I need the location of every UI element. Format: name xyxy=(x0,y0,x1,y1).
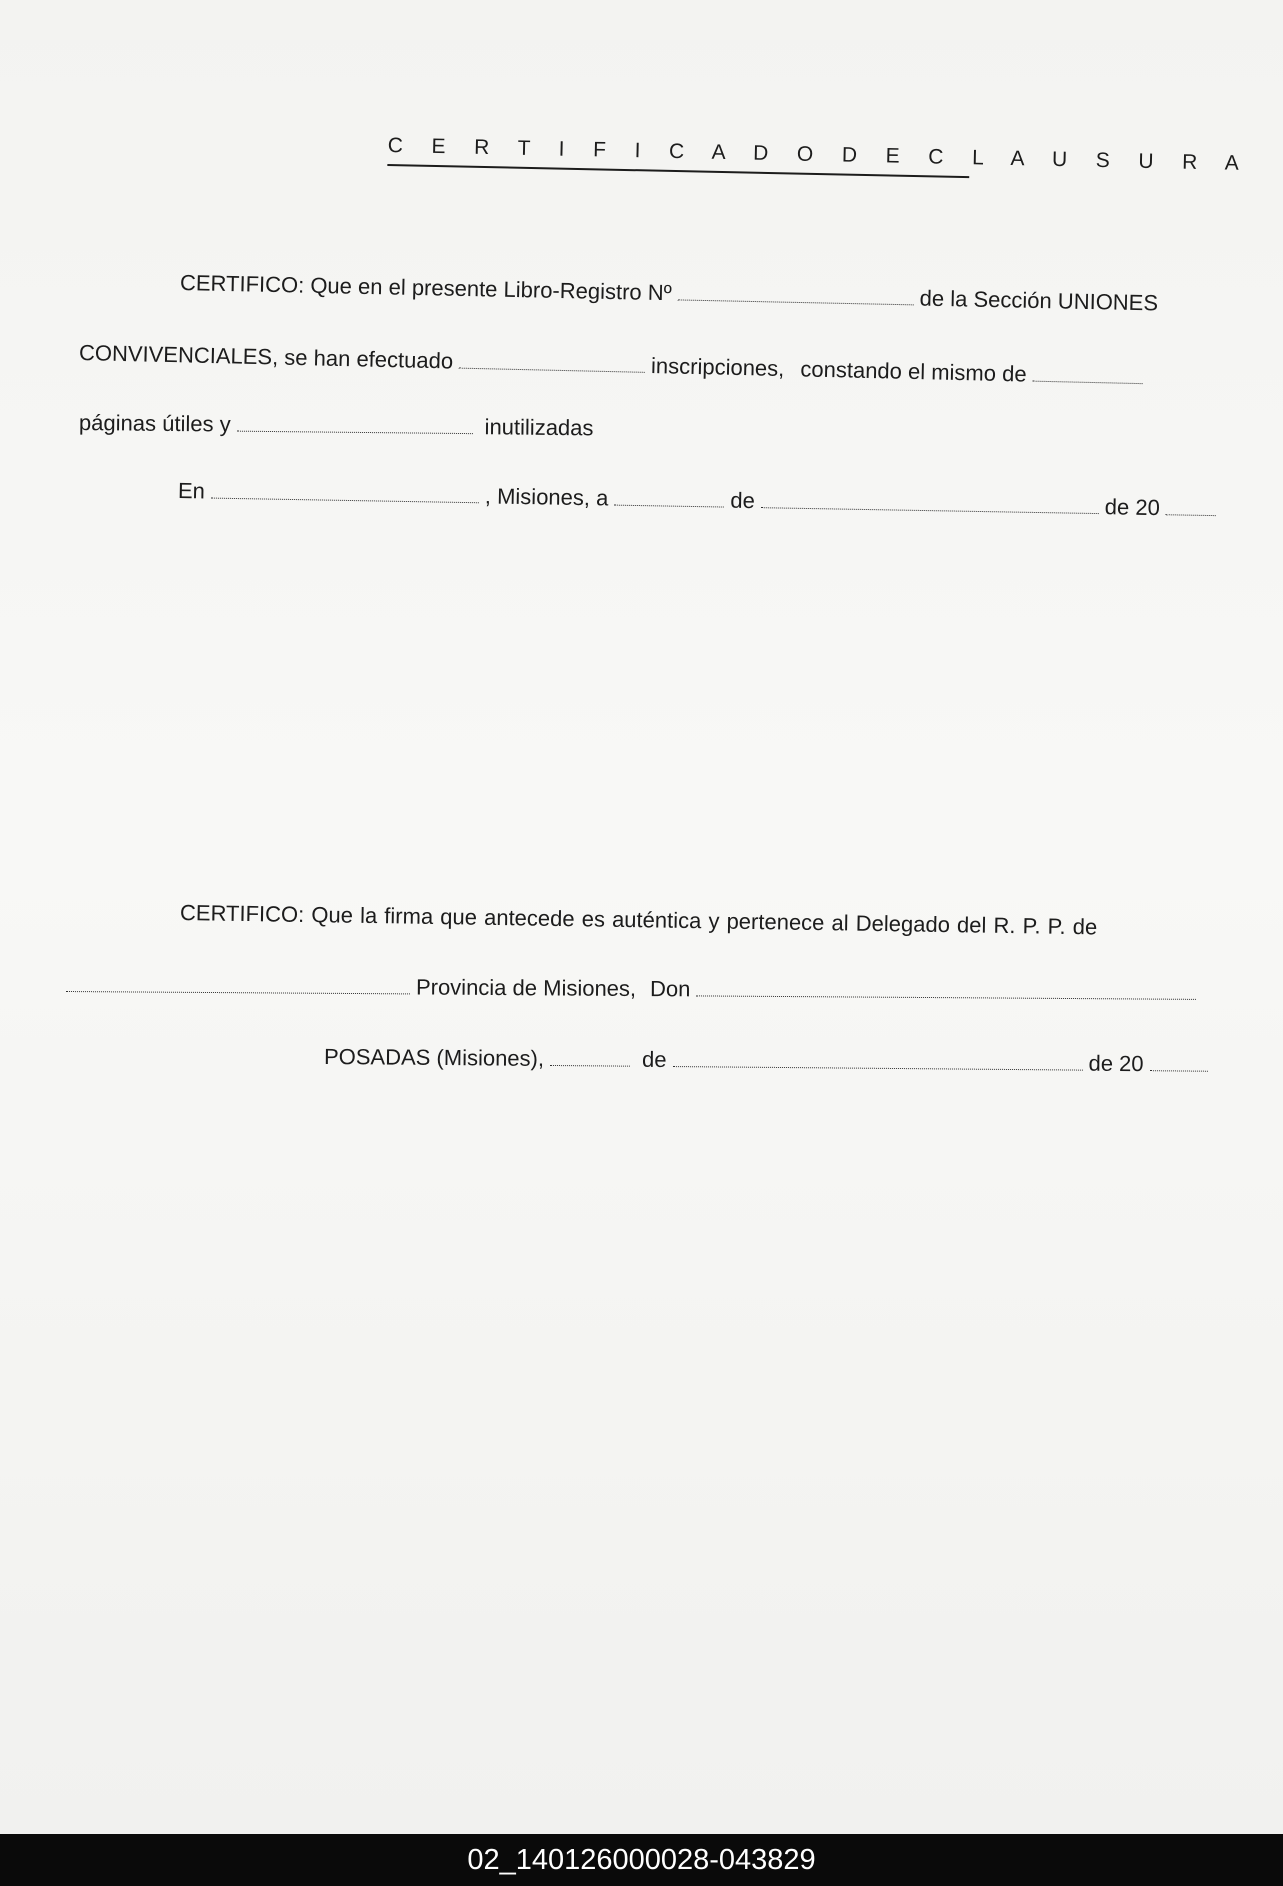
certifico-firma-line-2 xyxy=(66,972,1203,1006)
document-title: C E R T I F I C A D O D E C L A U S U R A xyxy=(387,134,970,178)
certifico-line-3 xyxy=(79,410,594,441)
date1-misiones-label: , Misiones, a xyxy=(484,483,609,511)
certifico-line-1 xyxy=(180,270,1159,316)
date2-posadas-label: POSADAS (Misiones), xyxy=(323,1044,545,1071)
delegado-nombre-field[interactable] xyxy=(696,981,1196,999)
certifico-text-2a: CONVIVENCIALES, se han efectuado xyxy=(78,340,454,374)
delegacion-field[interactable] xyxy=(66,977,410,994)
paginas-utiles-count-field[interactable] xyxy=(1032,367,1142,384)
date-line-1 xyxy=(178,478,1222,522)
certifico-text-1a: CERTIFICO: Que en el presente Libro-Registro Nº xyxy=(179,270,672,306)
certifico-line-2 xyxy=(79,340,1149,390)
scan-id-text: 02_140126000028-043829 xyxy=(467,1844,816,1876)
certifico-text-2c: constando el mismo de xyxy=(800,356,1027,387)
date1-de-label: de xyxy=(730,487,756,514)
certifico-firma-text-2a: Provincia de Misiones, xyxy=(415,974,637,1001)
date2-mes-field[interactable] xyxy=(672,1052,1082,1071)
certifico-text-2b: inscripciones, xyxy=(650,352,785,382)
date1-mes-field[interactable] xyxy=(761,493,1099,514)
date1-en-label: En xyxy=(177,478,206,504)
certifico-text-3a: páginas útiles y xyxy=(78,410,231,437)
certifico-text-3b: inutilizadas xyxy=(484,414,594,441)
date2-de-label: de xyxy=(641,1046,667,1072)
libro-numero-field[interactable] xyxy=(678,285,914,305)
scan-id-footer xyxy=(0,1834,1283,1886)
certifico-text-1b: de la Sección UNIONES xyxy=(919,285,1159,316)
certifico-firma-line-1 xyxy=(180,900,1098,940)
date2-anio-label: de 20 xyxy=(1088,1050,1144,1077)
paginas-inutilizadas-count-field[interactable] xyxy=(237,417,473,434)
date2-dia-field[interactable] xyxy=(550,1051,630,1067)
date1-anio-field[interactable] xyxy=(1166,500,1216,516)
date1-localidad-field[interactable] xyxy=(211,484,479,504)
inscripciones-count-field[interactable] xyxy=(459,354,645,373)
certifico-firma-text-2b: Don xyxy=(650,976,691,1002)
date1-dia-field[interactable] xyxy=(614,491,724,508)
certifico-firma-text-1: CERTIFICO: Que la firma que antecede es auténtica y pertenece al Delegado del R. P. P. de xyxy=(179,900,1098,940)
date2-anio-field[interactable] xyxy=(1150,1056,1208,1072)
date1-anio-label: de 20 xyxy=(1104,494,1161,521)
date-line-2 xyxy=(324,1044,1214,1078)
